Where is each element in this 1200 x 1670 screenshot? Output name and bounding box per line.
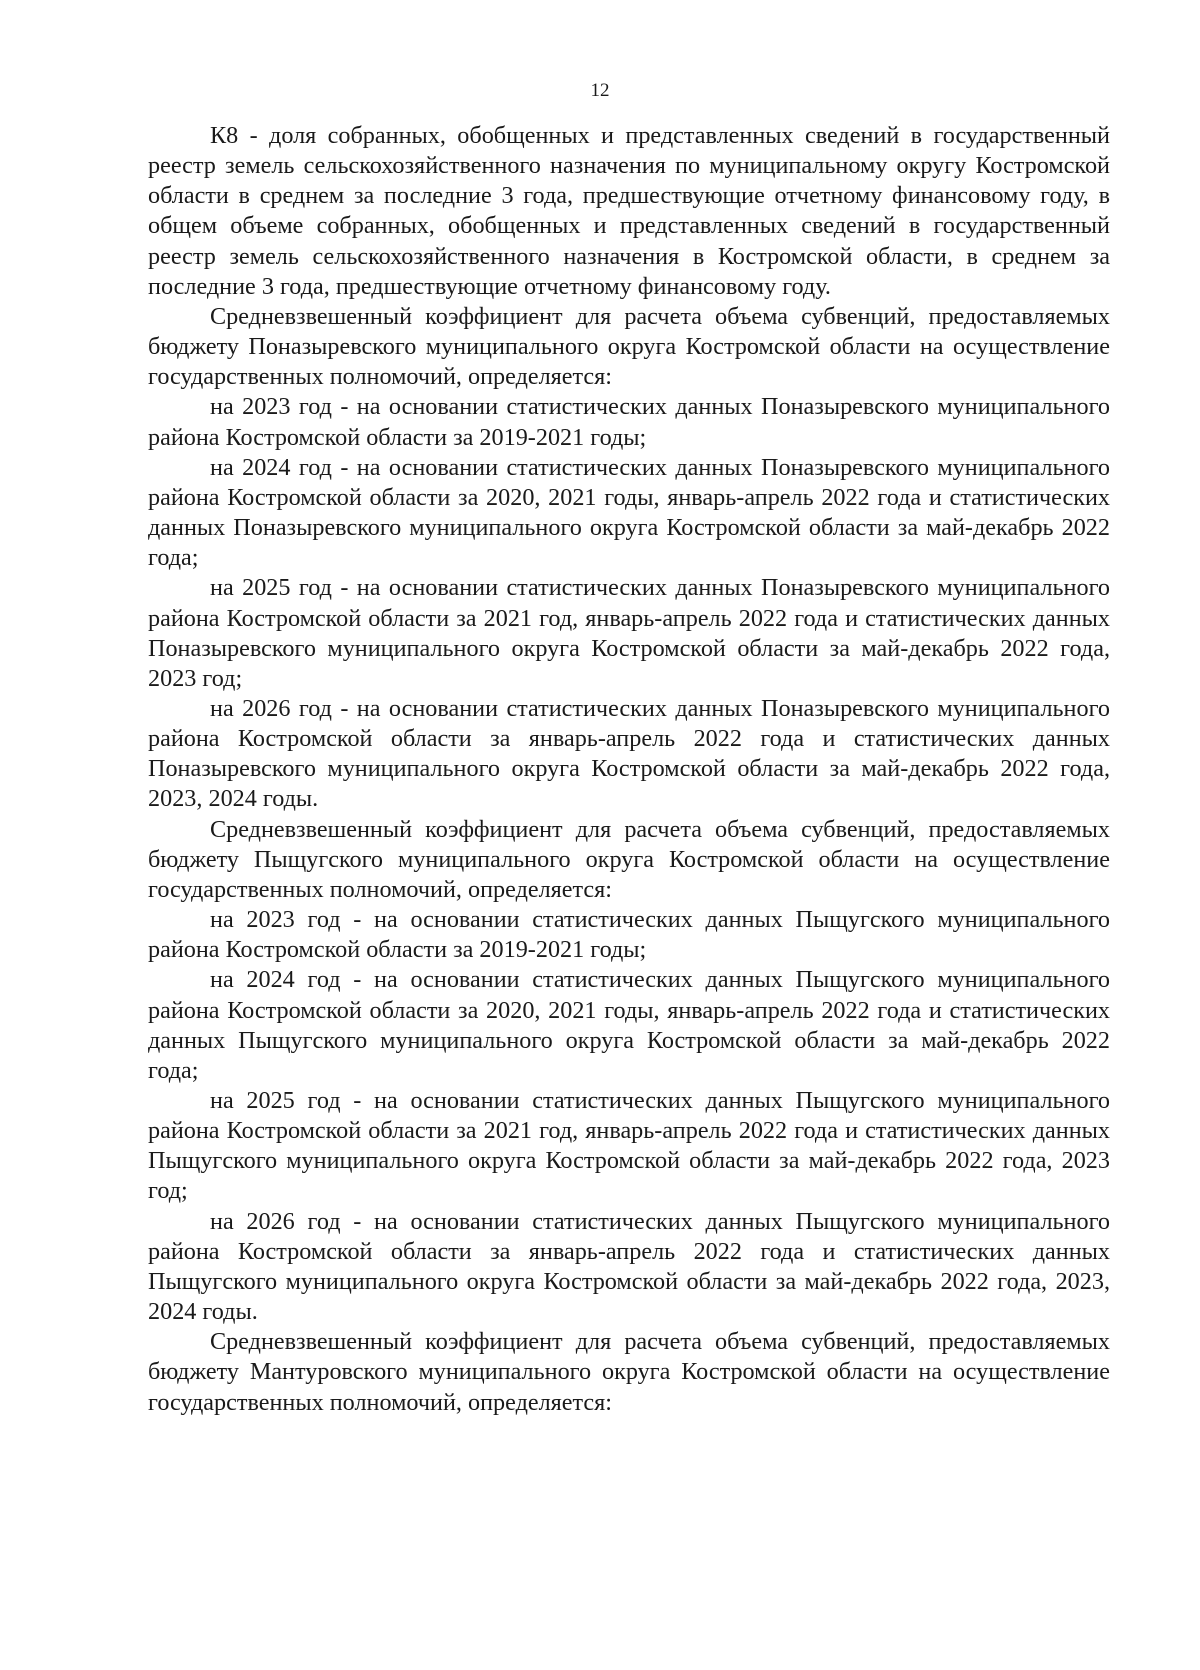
document-body: [148, 121, 1110, 1418]
paragraph-ponazyrevo-2025: на 2025 год - на основании статистических данных Поназыревского муниципального района Костромской области за 2021 год, январь-апрель 2022 года и статистических данных Поназыревского муниципального округа Костромской области за май-декабрь 2022 года, 2023 год;: [148, 574, 1110, 692]
paragraph-pyshchug-intro: Средневзвешенный коэффициент для расчета объема субвенций, предоставляемых бюджету Пыщугского муниципального округа Костромской области на осуществление государственных полномочий, определяется:: [148, 815, 1110, 903]
paragraph-pyshchug-2023: на 2023 год - на основании статистических данных Пыщугского муниципального района Костромской области за 2019-2021 годы;: [148, 906, 1110, 964]
paragraph-pyshchug-2025: на 2025 год - на основании статистических данных Пыщугского муниципального района Костромской области за 2021 год, январь-апрель 2022 года и статистических данных Пыщугского муниципального округа Костромской области за май-декабрь 2022 года, 2023 год;: [148, 1087, 1110, 1205]
paragraph-pyshchug-2024: на 2024 год - на основании статистических данных Пыщугского муниципального района Костромской области за 2020, 2021 годы, январь-апрель 2022 года и статистических данных Пыщугского муниципального округа Костромской области за май-декабрь 2022 года;: [148, 966, 1110, 1084]
paragraph-ponazyrevo-2026: на 2026 год - на основании статистических данных Поназыревского муниципального района Костромской области за январь-апрель 2022 года и статистических данных Поназыревского муниципального округа Костромской области за май-декабрь 2022 года, 2023, 2024 годы.: [148, 694, 1110, 813]
paragraph-pyshchug-2026: на 2026 год - на основании статистических данных Пыщугского муниципального района Костромской области за январь-апрель 2022 года и статистических данных Пыщугского муниципального округа Костромской области за май-декабрь 2022 года, 2023, 2024 годы.: [148, 1207, 1110, 1326]
paragraph-k8-definition: К8 - доля собранных, обобщенных и представленных сведений в государственный реестр земель сельскохозяйственного назначения по муниципальному округу Костромской области в среднем за последние 3 года, предшествующие отчетному финансовому году, в общем объеме собранных, обобщенных и представленных сведений в государственный реестр земель сельскохозяйственного назначения в Костромской области, в среднем за последние 3 года, предшествующие отчетному финансовому году.: [148, 122, 1110, 300]
page-number: 12: [590, 80, 610, 101]
paragraph-ponazyrevo-2023: на 2023 год - на основании статистических данных Поназыревского муниципального района Костромской области за 2019-2021 годы;: [148, 393, 1110, 451]
paragraph-ponazyrevo-intro: Средневзвешенный коэффициент для расчета объема субвенций, предоставляемых бюджету Поназыревского муниципального округа Костромской области на осуществление государственных полномочий, определяется:: [148, 302, 1110, 391]
paragraph-ponazyrevo-2024: на 2024 год - на основании статистических данных Поназыревского муниципального района Костромской области за 2020, 2021 годы, январь-апрель 2022 года и статистических данных Поназыревского муниципального округа Костромской области за май-декабрь 2022 года;: [148, 453, 1110, 572]
paragraph-manturovo-intro: Средневзвешенный коэффициент для расчета объема субвенций, предоставляемых бюджету Мантуровского муниципального округа Костромской области на осуществление государственных полномочий, определяется:: [148, 1328, 1110, 1416]
